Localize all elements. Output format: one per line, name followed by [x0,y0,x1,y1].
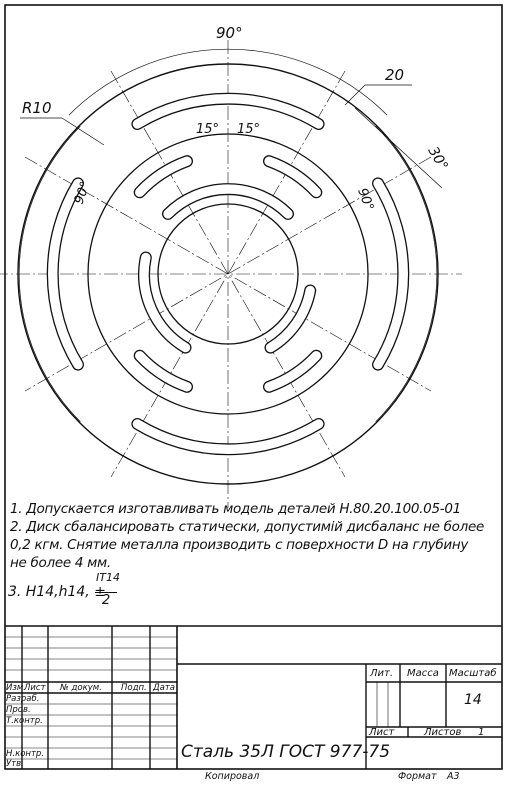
note-line: не более 4 мм. [10,555,111,571]
sheet-frame [5,5,502,769]
inner-slots [144,189,310,347]
role-prov: Пров. [6,705,31,715]
width-20-label: 20 [385,66,405,84]
angle-top-label: 90° [216,24,243,42]
role-razrab: Разраб. [6,694,40,704]
header-izm: Изм. [6,683,26,693]
disc-drawing [0,40,462,508]
note-line: 2. Диск сбалансировать статически, допустимій дисбаланс не более [10,519,484,535]
angle-15-right-label: 15° [237,122,261,137]
scale-value: 14 [464,692,482,708]
sheets-label: Листов [424,727,462,738]
role-utv: Утв. [6,759,24,769]
header-data: Дата [153,683,176,693]
tolerance-note [8,571,120,608]
header-doc-no: № докум. [60,683,102,693]
sheet-label: Лист [369,727,395,738]
tolerance-prefix: 3. H14,h14, ± [8,584,106,600]
lit-label: Лит. [370,668,394,679]
role-tkontr: Т.контр. [6,716,43,726]
material-label: Сталь 35Л ГОСТ 977-75 [181,742,391,762]
angle-left-label: 90° [71,179,94,207]
note-line: 1. Допускается изготавливать модель деталей Н.80.20.100.05-01 [10,501,461,517]
radius-label: R10 [22,99,52,117]
angle-15-left-label: 15° [196,122,220,137]
center-lines [0,40,462,508]
format-value: А3 [447,771,460,782]
angle-30-label: 30° [424,144,451,174]
header-podp: Подп. [121,683,147,693]
tolerance-denominator: 2 [102,593,111,608]
header-list: Лист [24,683,46,693]
scale-label: Масштаб [449,668,497,679]
format-label: Формат [398,771,437,782]
mass-label: Масса [407,668,439,679]
sheets-value: 1 [478,727,485,738]
note-line: 0,2 кгм. Снятие металла производить с поверхности D на глубину [10,537,469,553]
role-nkontr: Н.контр. [6,749,45,759]
copied-label: Копировал [205,771,260,782]
technical-notes [10,500,500,572]
angle-right-label: 90° [354,186,377,214]
tolerance-numerator: IT14 [96,571,120,584]
